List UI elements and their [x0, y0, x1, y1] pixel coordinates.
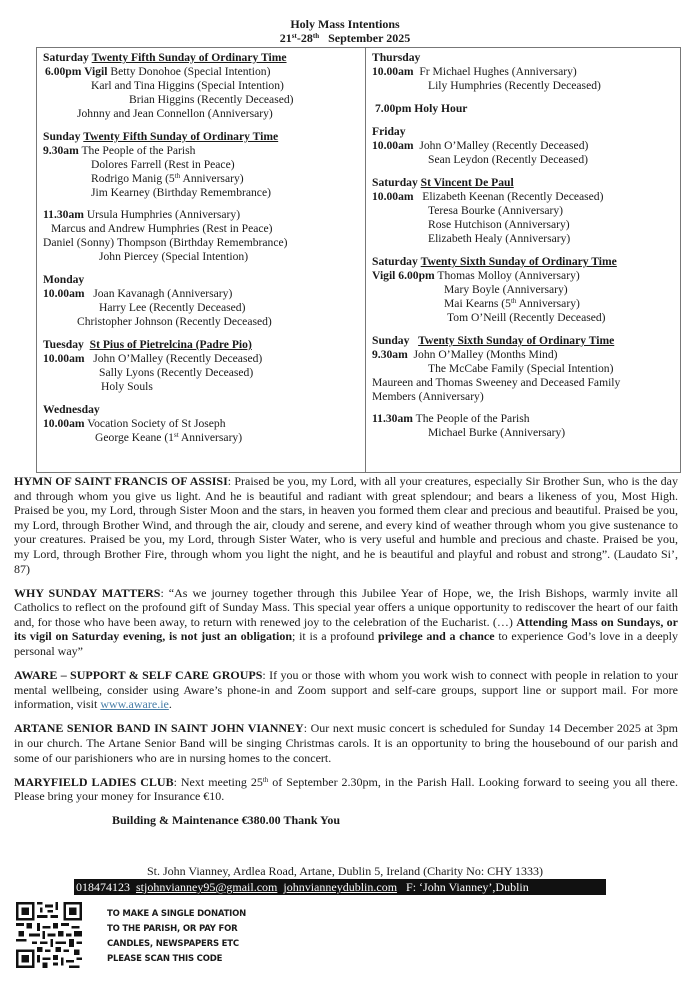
- aware-link[interactable]: www.aware.ie: [100, 697, 169, 712]
- building-maintenance-total: Building & Maintenance €380.00 Thank You: [112, 813, 341, 828]
- day-label: Saturday: [43, 51, 89, 64]
- schedule-left-column: [37, 48, 366, 472]
- contact-bar: [74, 879, 606, 895]
- ladies-club-notice: [14, 775, 678, 804]
- intention: Rodrigo Manig (5th Anniversary): [91, 172, 244, 185]
- notice-text: : Our next music concert is scheduled for Sunday 14 December 2025 at 3pm in our church. The Artane Senior Band will be singing Christmas carols. It is an opportunity to bring the housebound of our parish and some of our parishioners who are in nursing homes to the concert.: [14, 721, 679, 765]
- day-label: Monday: [43, 273, 85, 286]
- intention: Ursula Humphries (Anniversary): [86, 208, 241, 221]
- aware-notice: AWARE – SUPPORT & SELF CARE GROUPS: If you or those with whom you work wish to connect with people in relation to your mental wellbeing, consider using Aware’s phone-in and Zoom support and self-care groups, support line or support mail. For more information, visit www.aware.ie.: [14, 668, 678, 712]
- notice-text: : “As we journey together through this Jubilee Year of Hope, we, the Irish Bishops, warmly invite all Catholics to reflect on the profound gift of Sunday Mass. This special year offers a unique opportunity to rediscover the heart of our faith and, for those who have been away, to return with renewed joy to the celebration of the Eucharist. (…): [14, 585, 678, 629]
- notices: [14, 474, 678, 842]
- mass-time: 6.00pm Vigil: [45, 65, 108, 78]
- intention: Jim Kearney (Birthday Remembrance): [91, 186, 271, 199]
- ordinal: th: [312, 32, 320, 40]
- intention: Marcus and Andrew Humphries (Rest in Peace): [51, 222, 273, 235]
- ordinal: th: [262, 775, 269, 784]
- scan-line: PLEASE SCAN THIS CODE: [107, 954, 223, 964]
- intention: Sean Leydon (Recently Deceased): [428, 153, 588, 166]
- intention: Holy Souls: [101, 380, 153, 393]
- day-label: Sunday: [43, 130, 81, 143]
- feast-title: St Vincent De Paul: [420, 176, 514, 189]
- intention: Lily Humphries (Recently Deceased): [428, 79, 601, 92]
- notice-heading: MARYFIELD LADIES CLUB: [14, 774, 174, 789]
- scan-line: TO THE PARISH, OR PAY FOR: [107, 924, 238, 934]
- saturday-vigil-section: [372, 255, 676, 325]
- mass-time: 10.00am: [372, 65, 414, 78]
- scan-line: TO MAKE A SINGLE DONATION: [107, 909, 247, 919]
- website-link[interactable]: johnvianneydublin.com: [283, 880, 398, 894]
- thursday-section: [372, 51, 676, 116]
- intention: Michael Burke (Anniversary): [428, 426, 566, 439]
- intention: Elizabeth Keenan (Recently Deceased): [422, 190, 604, 203]
- notice-text: : If you or those with whom you work wish to connect with people in relation to your mental wellbeing, consider using Aware’s phone-in and Zoom support and self-care groups, support line or support mail. For more information, visit: [14, 668, 678, 712]
- intention: Dolores Farrell (Rest in Peace): [91, 158, 235, 171]
- sunday-section: [43, 130, 361, 264]
- wednesday-section: [43, 403, 361, 445]
- saturday-section: [43, 51, 361, 121]
- intention: Betty Donohoe (Special Intention): [110, 65, 271, 78]
- notice-text: : Praised be you, my Lord, with all your creatures, especially Sir Brother Sun, who is the day and through whom you give us light. And he is beautiful and radiant with great splendour; and bears a likeness of you, Most High. Praised be you, my Lord, through Sister Moon and the stars, in heaven you formed them clear and precious and beautiful. Praised be you, my Lord, through Brother Wind, and through the air, cloudy and serene, and every kind of weather through whom you give sustenance to your creatures. Praised be you, my Lord, through Sister Water, who is very useful and humble and precious and chaste. Praised be you, my Lord, through Brother Fire, through whom you light the night, and he is beautiful and playful and robust and strong”. (Laudato Si’, 87): [14, 474, 678, 576]
- date-range: [0, 31, 690, 45]
- date-start: 21: [279, 31, 292, 45]
- date-end: -28: [296, 31, 313, 45]
- mass-time: 9.30am: [372, 348, 408, 361]
- day-label: Wednesday: [43, 403, 100, 416]
- email-link[interactable]: stjohnvianney95@gmail.com: [136, 880, 278, 894]
- feast-title: St Pius of Pietrelcina (Padre Pio): [89, 338, 252, 351]
- saturday-section: [372, 176, 676, 246]
- intention: Fr Michael Hughes (Anniversary): [419, 65, 577, 78]
- intention: Daniel (Sonny) Thompson (Birthday Remembrance): [43, 236, 288, 249]
- intention: The McCabe Family (Special Intention): [428, 362, 614, 375]
- monday-section: [43, 273, 361, 329]
- feast-title: Twenty Fifth Sunday of Ordinary Time: [91, 51, 287, 64]
- mass-time: 10.00am: [372, 190, 414, 203]
- day-label: Saturday: [372, 176, 418, 189]
- mass-time: Vigil 6.00pm: [372, 269, 435, 282]
- intention: Brian Higgins (Recently Deceased): [129, 93, 294, 106]
- day-label: Tuesday: [43, 338, 84, 351]
- phone-number: 018474123: [76, 880, 130, 894]
- intention: Harry Lee (Recently Deceased): [99, 301, 246, 314]
- band-notice: [14, 721, 678, 765]
- notice-bold: Attending Mass on Sundays, or its vigil on Saturday evening, is not just an obligation: [14, 614, 678, 644]
- notice-bold: privilege and a chance: [378, 629, 495, 644]
- mass-time: 10.00am: [43, 352, 85, 365]
- intention: Thomas Molloy (Anniversary): [437, 269, 580, 282]
- mass-time: 11.30am: [372, 412, 413, 425]
- intention: Rose Hutchison (Anniversary): [428, 218, 570, 231]
- feast-title: Twenty Fifth Sunday of Ordinary Time: [83, 130, 279, 143]
- tuesday-section: [43, 338, 361, 394]
- intention: Mai Kearns (5th Anniversary): [444, 297, 580, 310]
- intention: Teresa Bourke (Anniversary): [428, 204, 564, 217]
- day-label: Friday: [372, 125, 406, 138]
- intention: George Keane (1st Anniversary): [95, 431, 243, 444]
- intention: Elizabeth Healy (Anniversary): [428, 232, 571, 245]
- intention: Mary Boyle (Anniversary): [444, 283, 568, 296]
- holy-hour: 7.00pm Holy Hour: [375, 102, 468, 115]
- intention: The People of the Parish: [415, 412, 530, 425]
- intention: Members (Anniversary): [372, 390, 484, 403]
- intention: Christopher Johnson (Recently Deceased): [77, 315, 272, 328]
- notice-heading: AWARE – SUPPORT & SELF CARE GROUPS: [14, 668, 263, 683]
- hymn-notice: [14, 474, 678, 576]
- notice-text: : Next meeting 25: [173, 774, 263, 789]
- intention: Karl and Tina Higgins (Special Intention): [91, 79, 284, 92]
- intention: John O’Malley (Months Mind): [413, 348, 558, 361]
- intention: Vocation Society of St Joseph: [87, 417, 226, 430]
- parish-address: St. John Vianney, Ardlea Road, Artane, Dublin 5, Ireland (Charity No: CHY 1333): [146, 864, 544, 878]
- feast-title: Twenty Sixth Sunday of Ordinary Time: [420, 255, 617, 268]
- feast-title: Twenty Sixth Sunday of Ordinary Time: [418, 334, 615, 347]
- donation-qr-code[interactable]: [16, 902, 82, 968]
- notice-text: ; it is a profound: [292, 629, 379, 644]
- ordinal: st: [291, 32, 297, 40]
- notice-heading: ARTANE SENIOR BAND IN SAINT JOHN VIANNEY: [14, 721, 304, 736]
- mass-time: 10.00am: [43, 417, 85, 430]
- notice-text: of September 2.30pm, in the Parish Hall. Looking forward to seeing you all there. Please bring your money for Insurance €10.: [14, 774, 678, 804]
- day-label: Sunday: [372, 334, 410, 347]
- mass-time: 9.30am: [43, 144, 79, 157]
- mass-time: 10.00am: [372, 139, 414, 152]
- mass-schedule-table: [36, 47, 681, 473]
- schedule-right-column: [366, 48, 680, 472]
- mass-time: 10.00am: [43, 287, 85, 300]
- mass-time: 11.30am: [43, 208, 84, 221]
- month: September 2025: [328, 31, 411, 45]
- intention: The People of the Parish: [81, 144, 196, 157]
- day-label: Thursday: [372, 51, 421, 64]
- donation-instructions: [107, 907, 246, 967]
- intention: Sally Lyons (Recently Deceased): [99, 366, 254, 379]
- notice-heading: HYMN OF SAINT FRANCIS OF ASSISI: [14, 474, 228, 488]
- day-label: Saturday: [372, 255, 418, 268]
- scan-line: CANDLES, NEWSPAPERS ETC: [107, 939, 239, 949]
- intention: John Piercey (Special Intention): [99, 250, 249, 263]
- page-title: Holy Mass Intentions: [290, 17, 400, 31]
- sunday-section: [372, 334, 676, 440]
- friday-section: [372, 125, 676, 167]
- intention: Johnny and Jean Connellon (Anniversary): [77, 107, 273, 120]
- intention: Maureen and Thomas Sweeney and Deceased Family: [372, 376, 621, 389]
- notice-heading: WHY SUNDAY MATTERS: [14, 585, 161, 600]
- intention: John O’Malley (Recently Deceased): [93, 352, 263, 365]
- intention: John O’Malley (Recently Deceased): [419, 139, 589, 152]
- why-sunday-notice: [14, 586, 678, 659]
- intention: Tom O’Neill (Recently Deceased): [447, 311, 606, 324]
- notice-text: to experience God’s love in a deeply personal way”: [14, 629, 679, 659]
- intention: Joan Kavanagh (Anniversary): [93, 287, 233, 300]
- facebook-handle: F: ‘John Vianney’,Dublin: [406, 880, 529, 894]
